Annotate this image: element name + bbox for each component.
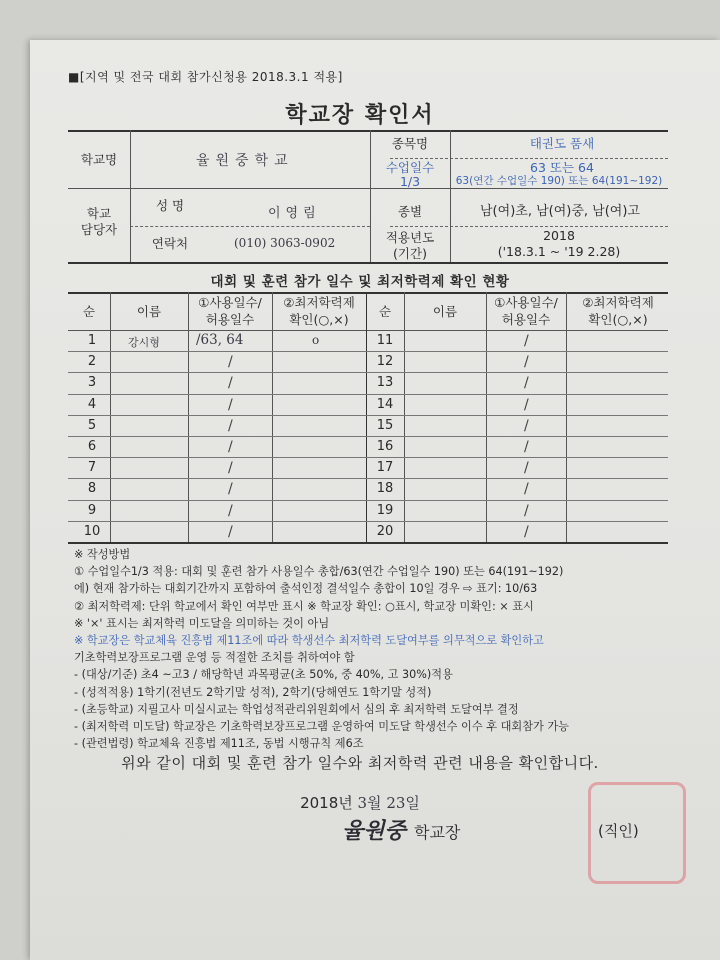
instruction-line: - (초등학교) 지필고사 미실시교는 학업성적관리위원회에서 심의 후 최저학력 도달여부 결정 [74,702,519,716]
row-used-days: / [524,523,529,540]
row-number: 10 [83,523,101,539]
row-number: 20 [376,523,394,539]
manager-dash-divider [130,226,370,227]
col-min-header-2: 확인(○,×) [588,312,648,327]
signature-text: 율원중 [342,818,406,844]
row-used-days: / [524,417,529,434]
row-min-check: o [312,333,320,347]
event-value: 태권도 품새 [529,136,595,151]
year-period-value: ('18.3.1 ~ '19 2.28) [497,244,621,259]
row-number: 1 [87,333,97,348]
table-row-divider [68,478,668,479]
row-used-days: / [228,523,233,540]
section-title: 대회 및 훈련 참가 일수 및 최저학력제 확인 현황 [210,274,510,290]
year-label: 적용년도 [385,230,435,245]
col-no-header: 순 [378,304,392,319]
row-used-days: / [524,354,529,371]
row-number: 19 [376,502,394,518]
instruction-line: ※ 작성방법 [74,548,131,561]
row-number: 4 [87,396,97,412]
seal-label: (직인) [598,822,639,840]
manager-label-1: 학교 [86,206,112,221]
row-number: 2 [87,354,97,370]
row-used-days: /63, 64 [196,332,244,348]
table-row-divider [68,521,668,522]
table-col-divider [404,292,405,542]
type-value: 남(여)초, 남(여)중, 남(여)고 [480,204,640,219]
col-days-header-2: 허용일수 [501,312,551,327]
row-used-days: / [524,502,529,519]
school-value: 율원중학교 [196,153,294,169]
event-label: 종목명 [391,136,429,151]
date-day: 23일 [386,794,420,812]
instruction-line: ② 최저학력제: 단위 학교에서 확인 여부만 표시 ※ 학교장 확인: ○표시, 학교장 미확인: × 표시 [74,599,534,613]
days-value-detail: 63(연간 수업일수 190) 또는 64(191~192) [455,175,663,187]
row-number: 13 [376,375,394,391]
row-athlete-name: 강시형 [128,336,160,349]
table-row-divider [68,457,668,458]
table-top-border [68,292,668,294]
row-used-days: / [228,460,233,477]
row-used-days: / [524,333,529,349]
table-row-divider [68,415,668,416]
row-used-days: / [228,354,233,371]
contact-value: (010) 3063-0902 [234,236,336,250]
instruction-line: - (최저학력 미도달) 학교장은 기초학력보장프로그램 운영하여 미도달 학생선수 이수 후 대회참가 가능 [74,720,569,734]
row-used-days: / [228,396,233,413]
instruction-line: - (대상/기준) 초4 ~고3 / 해당학년 과목평균(초 50%, 중 40%, 고 30%)적용 [74,668,453,682]
row-number: 9 [87,502,97,518]
row-used-days: / [524,375,529,392]
row-number: 11 [376,333,394,348]
col-name-header: 이름 [432,304,458,319]
col-days-header: ①사용일수/ [198,295,262,310]
row-number: 15 [376,417,394,433]
type-dash-divider [390,226,668,227]
event-dash-divider [390,158,668,159]
col-min-header: ②최저학력제 [582,295,654,310]
col-days-header: ①사용일수/ [494,295,558,310]
row-used-days: / [228,375,233,392]
instruction-line: ① 수업일수1/3 적용: 대회 및 훈련 참가 사용일수 총합/63(연간 수업일수 190) 또는 64(191~192) [74,565,564,579]
table-col-divider [566,292,567,542]
manager-label-2: 담당자 [80,222,118,237]
row-number: 5 [87,417,97,433]
days-label-ratio: 1/3 [399,174,421,189]
type-label: 종별 [397,204,423,219]
instruction-line: - (관련법령) 학교체육 진흥법 제11조, 동법 시행규칙 제6조 [74,737,364,751]
row-number: 7 [87,460,97,476]
info-top-border [68,130,668,132]
row-used-days: / [524,439,529,455]
date-year: 2018년 [300,794,353,812]
date-month: 3월 [357,794,382,812]
confirm-statement: 위와 같이 대회 및 훈련 참가 일수와 최저학력 관련 내용을 확인합니다. [121,754,599,772]
year-label-period: (기간) [393,246,427,261]
row-number: 18 [376,481,394,497]
school-label: 학교명 [80,152,118,167]
row-used-days: / [228,481,233,498]
row-number: 3 [87,375,97,391]
table-row-divider [68,500,668,501]
table-row-divider [68,394,668,395]
name-label: 성 명 [155,198,185,213]
row-number: 16 [376,439,394,454]
year-value: 2018 [543,228,575,243]
instruction-line: 기초학력보장프로그램 운영 등 적절한 조치를 취하여야 함 [74,651,355,665]
instruction-line: ※ 학교장은 학교체육 진흥법 제11조에 따라 학생선수 최저학력 도달여부를 의무적으로 확인하고 [74,634,544,648]
table-col-divider [272,292,273,542]
row-used-days: / [524,460,529,477]
col-min-header-2: 확인(○,×) [289,312,349,327]
name-value: 이영림 [268,206,321,221]
document-title: 학교장 확인서 [285,103,435,128]
instruction-line: - (성적적용) 1학기(전년도 2학기말 성적), 2학기(당해연도 1학기말 성적) [74,685,432,699]
principal-label: 학교장 [414,823,461,842]
row-number: 8 [87,481,97,497]
instructions [74,546,674,752]
days-value: 63 또는 64 [530,160,594,175]
table-header-divider [68,330,668,331]
principal-signature [340,812,412,846]
col-no-header: 순 [82,304,96,319]
row-used-days: / [524,481,529,498]
info-bottom-border [68,262,668,264]
row-used-days: / [524,396,529,413]
col-days-header-2: 허용일수 [205,312,255,327]
row-used-days: / [228,502,233,519]
row-used-days: / [228,439,233,455]
instruction-line: ※ '×' 표시는 최저학력 미도달을 의미하는 것이 아님 [74,616,330,630]
row-used-days: / [228,417,233,434]
table-row-divider [68,351,668,352]
row-number: 14 [376,396,394,412]
row-number: 17 [376,460,394,476]
header-note: ■[지역 및 전국 대회 참가신청용 2018.3.1 적용] [68,70,343,84]
col-min-header: ②최저학력제 [283,295,355,310]
table-row-divider [68,436,668,437]
table-row-divider [68,372,668,373]
info-row-divider [68,188,668,189]
table-col-divider [486,292,487,542]
table-bottom-border [68,542,668,544]
row-number: 6 [87,439,97,454]
contact-label: 연락처 [151,236,189,251]
table-col-divider [188,292,189,542]
days-label: 수업일수 [385,160,435,175]
col-name-header: 이름 [136,304,162,319]
instruction-line: 에) 현재 참가하는 대회기간까지 포함하여 출석인정 결석일수 총합이 10일 경우 ⇨ 표기: 10/63 [74,582,538,596]
row-number: 12 [376,354,394,370]
